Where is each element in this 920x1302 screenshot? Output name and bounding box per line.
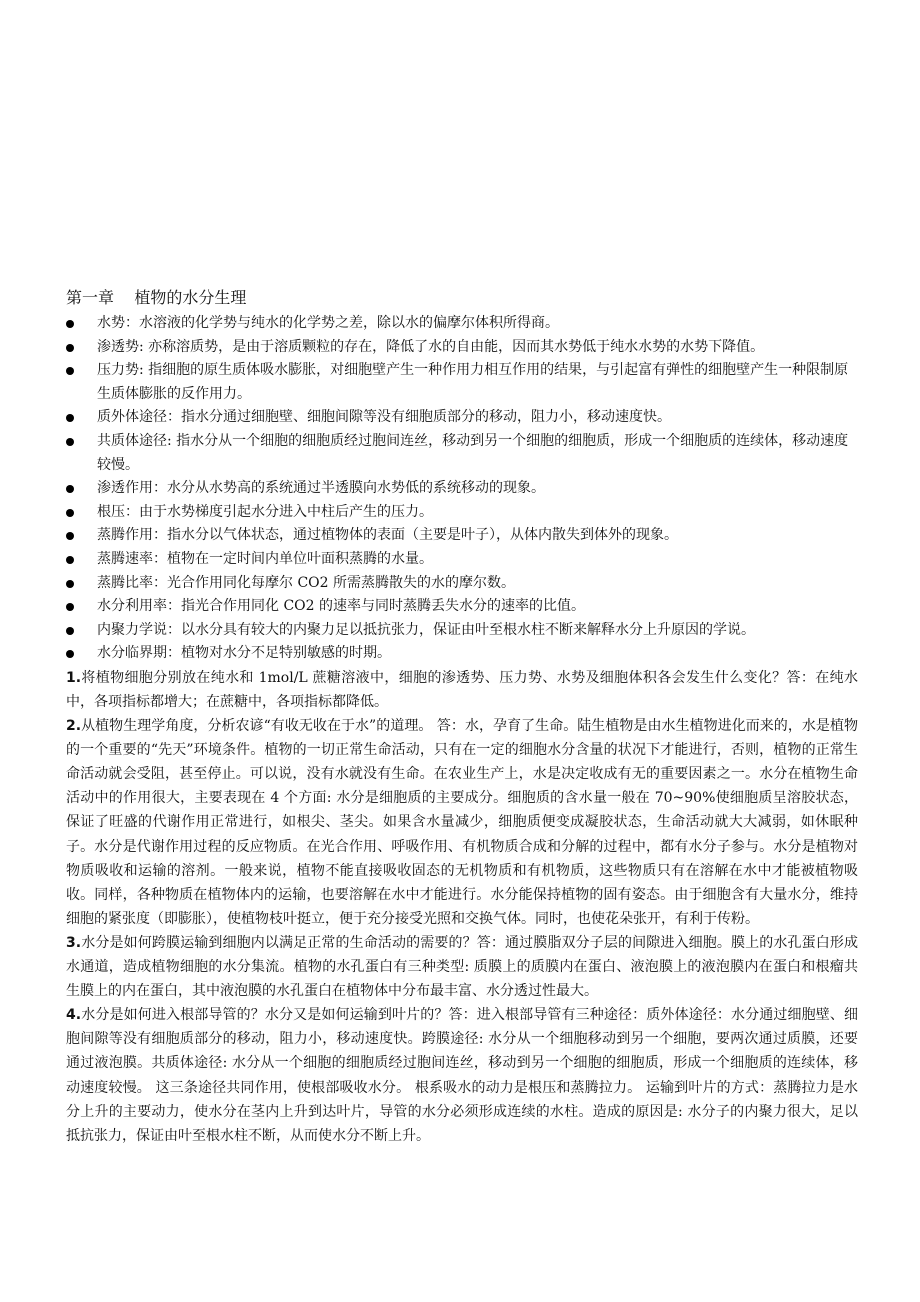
definition-term: 水分利用率： [97,598,181,615]
bullet-icon [66,532,74,540]
question-4 [66,1003,858,1148]
definition-text: 光合作用同化每摩尔 CO2 所需蒸腾散失的水的摩尔数。 [167,574,515,591]
question-number: 3. [66,934,82,951]
definition-term: 质外体途径： [97,409,181,426]
definition-text: : 指水分从一个细胞的细胞质经过胞间连丝，移动到另一个细胞的细胞质，形成一个细胞质的连续体，移动速度较慢。 [97,432,849,473]
question-text: 从植物生理学角度，分析农谚“有收无收在于水”的道理。 答：水，孕育了生命。陆生植物是由水生植物进化而来的，水是植物的一个重要的“先天”环境条件。植物的一切正常生命活动，只有在一定的细胞水分含量的状况下才能进行，否则，植物的正常生命活动就会受阻，甚至停止。可以说，没有水就没有生命。在农业生产上，水是决定收成有无的重要因素之一。水分在植物生命活动中的作用很大，主要表现在 4 个方面: 水分是细胞质的主要成分。细胞质的含水量一般在 70~90%使细胞质呈溶胶状态，保证了旺盛的代谢作用正常进行，如根尖、茎尖。如果含水量减少，细胞质便变成凝胶状态，生命活动就大大减弱，如休眠种子。水分是代谢作用过程的反应物质。在光合作用、呼吸作用、有机物质合成和分解的过程中，都有水分子参与。水分是植物对物质吸收和运输的溶剂。一般来说，植物不能直接吸收固态的无机物质和有机物质，这些物质只有在溶解在水中才能被植物吸收。同样，各种物质在植物体内的运输，也要溶解在水中才能进行。水分能保持植物的固有姿态。由于细胞含有大量水分，维持细胞的紧张度（即膨胀），使植物枝叶挺立，便于充分接受光照和交换气体。同时，也使花朵张开，有利于传粉。 [66,718,858,927]
definition-item [66,642,858,666]
definition-item [66,406,858,430]
definition-item [66,430,858,477]
bullet-icon [66,485,74,493]
definition-text: 植物对水分不足特别敏感的时期。 [181,645,391,662]
definition-term: 水势： [97,315,139,331]
question-number: 1. [66,669,82,686]
question-text: 水分是如何进入根部导管的？水分又是如何运输到叶片的？答：进入根部导管有三种途径：质外体途径：水分通过细胞壁、细胞间隙等没有细胞质部分的移动，阻力小，移动速度快。跨膜途径: 水分从一个细胞移动到另一个细胞，要两次通过质膜，还要通过液泡膜。共质体途径: 水分从一个细胞的细胞质经过胞间连丝，移动到另一个细胞的细胞质，形成一个细胞质的连续体，移动速度较慢。 这三条途径共同作用，使根部吸收水分。 根系吸水的动力是根压和蒸腾拉力。 运输到叶片的方式：蒸腾拉力是水分上升的主要动力，使水分在茎内上升到达叶片，导管的水分必须形成连续的水柱。造成的原因是: 水分子的内聚力很大，足以抵抗张力，保证由叶至根水柱不断，从而使水分不断上升。 [66,1007,858,1144]
question-text: 水分是如何跨膜运输到细胞内以满足正常的生命活动的需要的？答：通过膜脂双分子层的间隙进入细胞。膜上的水孔蛋白形成水通道，造成植物细胞的水分集流。植物的水孔蛋白有三种类型: 质膜上的质膜内在蛋白、液泡膜上的液泡膜内在蛋白和根瘤共生膜上的内在蛋白，其中液泡膜的水孔蛋白在植物体中分布最丰富、水分透过性最大。 [66,934,858,1000]
definition-item [66,548,858,572]
bullet-icon [66,344,74,352]
bullet-icon [66,414,74,422]
definition-item [66,312,858,336]
definition-term: 共质体途径 [97,432,167,449]
definition-term: 根压： [97,503,139,520]
definition-text: 指光合作用同化 CO2 的速率与同时蒸腾丢失水分的速率的比值。 [181,598,585,615]
definition-term: 蒸腾比率： [97,574,167,591]
definition-list [66,312,858,666]
chapter-title: 第一章 植物的水分生理 [66,288,247,307]
definition-item [66,619,858,643]
definition-text: 由于水势梯度引起水分进入中柱后产生的压力。 [139,503,433,520]
definition-text: 水分从水势高的系统通过半透膜向水势低的系统移动的现象。 [167,480,545,497]
definition-term: 蒸腾作用： [97,527,167,544]
definition-item [66,477,858,501]
definition-term: 渗透势 [97,338,139,355]
bullet-icon [66,509,74,517]
definition-text: : 指细胞的原生质体吸水膨胀，对细胞壁产生一种作用力相互作用的结果，与引起富有弹性的细胞壁产生一种限制原生质体膨胀的反作用力。 [97,362,849,402]
definition-term: 压力势 [97,362,139,379]
document-content [66,286,858,1148]
definition-text: 以水分具有较大的内聚力足以抵抗张力，保证由叶至根水柱不断来解释水分上升原因的学说。 [181,621,755,638]
definition-item [66,336,858,360]
definition-term: 蒸腾速率： [97,550,167,567]
question-number: 2. [66,718,82,735]
definition-item [66,572,858,596]
bullet-icon [66,603,74,611]
question-number: 4. [66,1007,82,1024]
definition-item [66,501,858,525]
bullet-icon [66,627,74,635]
bullet-icon [66,650,74,658]
definition-text: : 亦称溶质势，是由于溶质颗粒的存在，降低了水的自由能，因而其水势低于纯水水势的水势下降值。 [139,338,765,355]
bullet-icon [66,320,74,328]
definition-item [66,595,858,619]
definition-item [66,359,858,406]
definition-text: 指水分以气体状态，通过植物体的表面（主要是叶子），从体内散失到体外的现象。 [167,527,678,544]
definition-item [66,524,858,548]
question-text: 将植物细胞分别放在纯水和 1mol/L 蔗糖溶液中，细胞的渗透势、压力势、水势及细胞体积各会发生什么变化？答：在纯水中，各项指标都增大；在蔗糖中，各项指标都降低。 [66,669,858,710]
definition-text: 指水分通过细胞壁、细胞间隙等没有细胞质部分的移动，阻力小，移动速度快。 [181,409,671,426]
bullet-icon [66,580,74,588]
definition-term: 渗透作用： [97,480,167,497]
bullet-icon [66,556,74,564]
question-3 [66,931,858,1003]
definition-term: 内聚力学说： [97,621,181,638]
bullet-icon [66,367,74,375]
question-1 [66,666,858,714]
definition-text: 植物在一定时间内单位叶面积蒸腾的水量。 [167,550,433,567]
definition-text: 水溶液的化学势与纯水的化学势之差，除以水的偏摩尔体积所得商。 [139,315,559,331]
question-2 [66,714,858,931]
definition-term: 水分临界期： [97,645,181,662]
bullet-icon [66,438,74,446]
